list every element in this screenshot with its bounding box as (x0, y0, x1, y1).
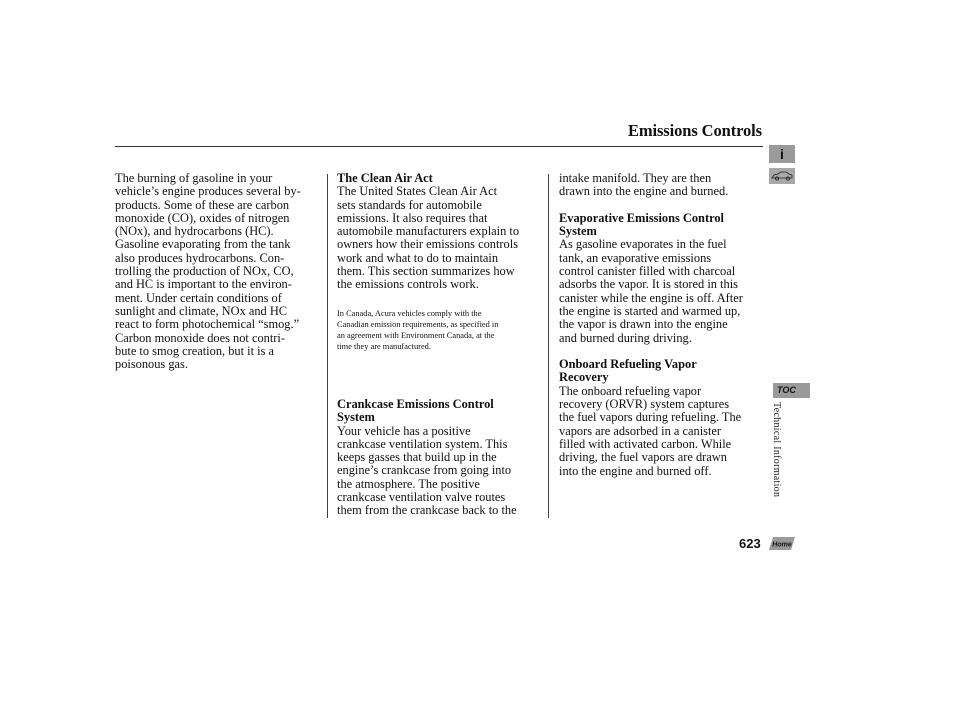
text-line: The burning of gasoline in your (115, 171, 273, 185)
heading-line: System (337, 410, 375, 425)
text-line: crankcase ventilation system. This (337, 436, 508, 451)
evaporative-heading (559, 212, 765, 239)
text-line: Your vehicle has a positive (337, 423, 471, 438)
text-line: driving, the fuel vapors are drawn (559, 450, 727, 465)
home-label: Home (772, 541, 792, 549)
text-line: react to form photochemical “smog.” (115, 317, 300, 332)
text-line: sets standards for automobile (337, 197, 482, 212)
page-title: Emissions Controls (627, 121, 762, 140)
column-3-intro (559, 172, 765, 199)
text-line: and HC is important to the environ- (115, 277, 292, 292)
text-line: trolling the production of NOx, CO, (115, 264, 294, 279)
text-line: filled with activated carbon. While (559, 436, 732, 451)
crankcase-body (337, 425, 543, 518)
column-divider-2 (548, 174, 549, 518)
column-3 (559, 172, 765, 478)
evaporative-body (559, 238, 765, 344)
text-line: bute to smog creation, but it is a (115, 343, 274, 358)
text-line: intake manifold. They are then (559, 171, 712, 185)
info-icon: i (780, 146, 784, 162)
text-line: the fuel vapors during refueling. The (559, 410, 742, 425)
note-line: an agreement with Environment Canada, at the (337, 331, 495, 340)
text-line: sunlight and climate, NOx and HC (115, 303, 288, 318)
text-line: emissions. It also requires that (337, 210, 488, 225)
clean-air-act-heading: The Clean Air Act (337, 171, 433, 185)
toc-button[interactable]: TOC (773, 383, 810, 398)
text-line: control canister filled with charcoal (559, 264, 736, 279)
text-line: Carbon monoxide does not contri- (115, 330, 285, 345)
header-rule (115, 146, 763, 147)
column-divider-1 (327, 174, 328, 518)
heading-line: Crankcase Emissions Control (337, 397, 494, 411)
text-line: ment. Under certain conditions of (115, 290, 282, 305)
car-tab[interactable] (769, 168, 795, 184)
text-line: recovery (ORVR) system captures (559, 397, 730, 412)
text-line: As gasoline evaporates in the fuel (559, 237, 727, 252)
text-line: tank, an evaporative emissions (559, 250, 712, 265)
page-number: 623 (739, 536, 761, 551)
text-line: owners how their emissions controls (337, 237, 519, 252)
text-line: The onboard refueling vapor (559, 383, 702, 398)
text-line: the emissions controls work. (337, 277, 479, 292)
crankcase-heading (337, 398, 543, 425)
heading-line: System (559, 224, 597, 239)
text-line: monoxide (CO), oxides of nitrogen (115, 210, 290, 225)
text-line: adsorbs the vapor. It is stored in this (559, 277, 738, 292)
text-line: the engine is started and warmed up, (559, 303, 741, 318)
text-line: crankcase ventilation valve routes (337, 490, 506, 505)
heading-line: Evaporative Emissions Control (559, 210, 724, 225)
home-button[interactable] (768, 535, 796, 551)
car-icon (769, 168, 795, 184)
heading-line: Onboard Refueling Vapor (559, 357, 697, 372)
home-icon (768, 535, 796, 551)
text-line: into the engine and burned off. (559, 463, 712, 478)
text-line: and burned during driving. (559, 330, 692, 345)
orvr-body (559, 385, 765, 478)
text-line: engine’s crankcase from going into (337, 463, 512, 478)
text-line: drawn into the engine and burned. (559, 184, 729, 199)
heading-line: Recovery (559, 370, 609, 385)
text-line: canister while the engine is off. After (559, 290, 743, 305)
text-line: vapors are adsorbed in a canister (559, 423, 722, 438)
canada-note (337, 308, 537, 352)
crankcase-section (337, 398, 543, 518)
column-1 (115, 172, 323, 371)
section-label: Technical Information (771, 402, 782, 498)
text-line: them from the crankcase back to the (337, 503, 517, 518)
column-2 (337, 172, 543, 292)
text-line: products. Some of these are carbon (115, 197, 290, 212)
text-line: them. This section summarizes how (337, 264, 515, 279)
text-line: vehicle’s engine produces several by- (115, 184, 301, 199)
text-line: poisonous gas. (115, 357, 188, 372)
text-line: (NOx), and hydrocarbons (HC). (115, 224, 274, 239)
text-line: also produces hydrocarbons. Con- (115, 250, 285, 265)
text-line: the atmosphere. The positive (337, 476, 480, 491)
note-line: Canadian emission requirements, as specified in (337, 320, 499, 329)
text-line: the vapor is drawn into the engine (559, 317, 728, 332)
text-line: automobile manufacturers explain to (337, 224, 520, 239)
text-line: keeps gasses that build up in the (337, 450, 497, 465)
text-line: Gasoline evaporating from the tank (115, 237, 291, 252)
note-line: time they are manufactured. (337, 342, 431, 351)
text-line: work and what to do to maintain (337, 250, 499, 265)
note-line: In Canada, Acura vehicles comply with the (337, 309, 482, 318)
orvr-heading (559, 358, 765, 385)
info-tab[interactable] (769, 145, 795, 163)
clean-air-act-body (337, 185, 543, 291)
text-line: The United States Clean Air Act (337, 184, 498, 199)
